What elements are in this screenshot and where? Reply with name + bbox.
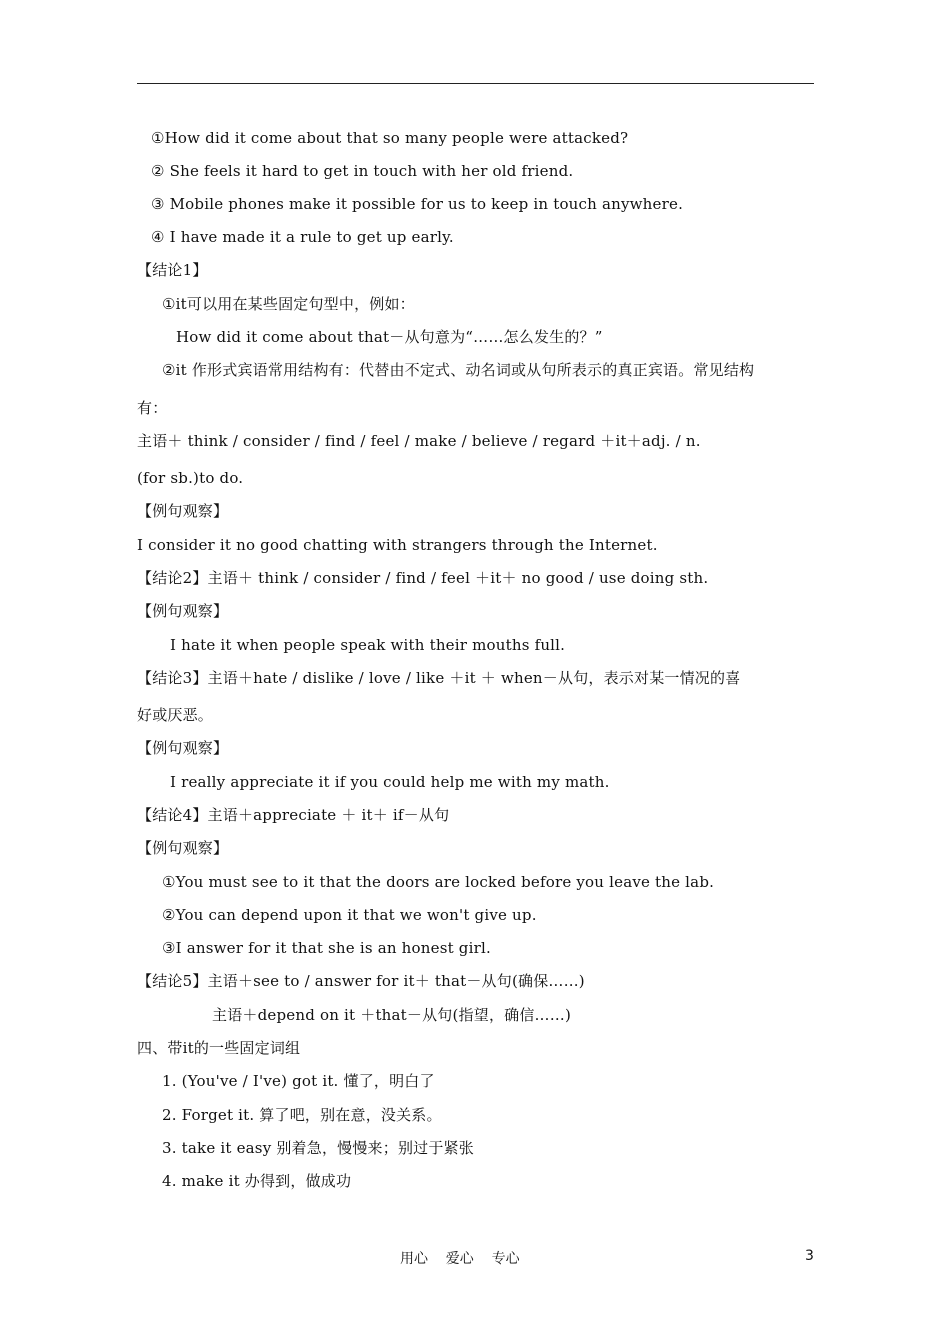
example-sentence-8: ①You must see to it that the doors are locked before you leave the lab. xyxy=(162,873,715,891)
example-sentence-7: I really appreciate it if you could help me with my math. xyxy=(170,773,610,791)
example-heading-4: 【例句观察】 xyxy=(137,839,229,857)
conclusion-1-point-1: ①it可以用在某些固定句型中，例如： xyxy=(162,295,415,313)
conclusion-1-point-2: ②it 作形式宾语常用结构有：代替由不定式、动名词或从句所表示的真正宾语。常见结构 xyxy=(162,361,755,379)
phrase-item-3: 3. take it easy 别着急，慢慢来；别过于紧张 xyxy=(162,1139,474,1157)
footer-motto: 用心 爱心 专心 xyxy=(400,1251,520,1267)
conclusion-1-point-2-cont: 有： xyxy=(137,399,168,417)
example-sentence-5: I consider it no good chatting with strangers through the Internet. xyxy=(137,536,658,554)
conclusion-4: 【结论4】主语＋appreciate ＋ it＋ if－从句 xyxy=(137,806,450,824)
example-sentence-3: ③ Mobile phones make it possible for us to keep in touch anywhere. xyxy=(151,195,684,213)
example-sentence-4: ④ I have made it a rule to get up early. xyxy=(151,228,454,246)
conclusion-2: 【结论2】主语＋ think / consider / find / feel ＋it＋ no good / use doing sth. xyxy=(137,569,709,587)
conclusion-3: 【结论3】主语＋hate / dislike / love / like ＋it ＋ when－从句，表示对某一情况的喜 xyxy=(137,669,741,687)
phrase-item-4: 4. make it 办得到，做成功 xyxy=(162,1172,352,1190)
example-heading-1: 【例句观察】 xyxy=(137,502,229,520)
conclusion-5: 【结论5】主语＋see to / answer for it＋ that－从句(确保……) xyxy=(137,972,585,990)
example-heading-2: 【例句观察】 xyxy=(137,602,229,620)
conclusion-5-cont: 主语＋depend on it ＋that－从句(指望，确信……) xyxy=(212,1006,572,1024)
example-sentence-2: ② She feels it hard to get in touch with her old friend. xyxy=(151,162,574,180)
header-rule xyxy=(137,83,814,84)
conclusion-1-pattern: How did it come about that－从句意为“……怎么发生的？” xyxy=(176,328,603,346)
example-heading-3: 【例句观察】 xyxy=(137,739,229,757)
page-number: 3 xyxy=(805,1248,814,1264)
example-sentence-6: I hate it when people speak with their mouths full. xyxy=(170,636,566,654)
example-sentence-10: ③I answer for it that she is an honest girl. xyxy=(162,939,491,957)
phrase-item-1: 1. (You've / I've) got it. 懂了，明白了 xyxy=(162,1072,435,1090)
example-sentence-1: ①How did it come about that so many people were attacked? xyxy=(151,129,629,147)
conclusion-1-heading: 【结论1】 xyxy=(137,261,208,279)
phrase-item-2: 2. Forget it. 算了吧，别在意，没关系。 xyxy=(162,1106,442,1124)
section-4-heading: 四、带it的一些固定词组 xyxy=(137,1039,301,1057)
example-sentence-9: ②You can depend upon it that we won't give up. xyxy=(162,906,537,924)
conclusion-3-cont: 好或厌恶。 xyxy=(137,706,214,724)
structure-formula: 主语＋ think / consider / find / feel / make / believe / regard ＋it＋adj. / n. xyxy=(137,432,701,450)
structure-formula-cont: (for sb.)to do. xyxy=(137,469,244,487)
